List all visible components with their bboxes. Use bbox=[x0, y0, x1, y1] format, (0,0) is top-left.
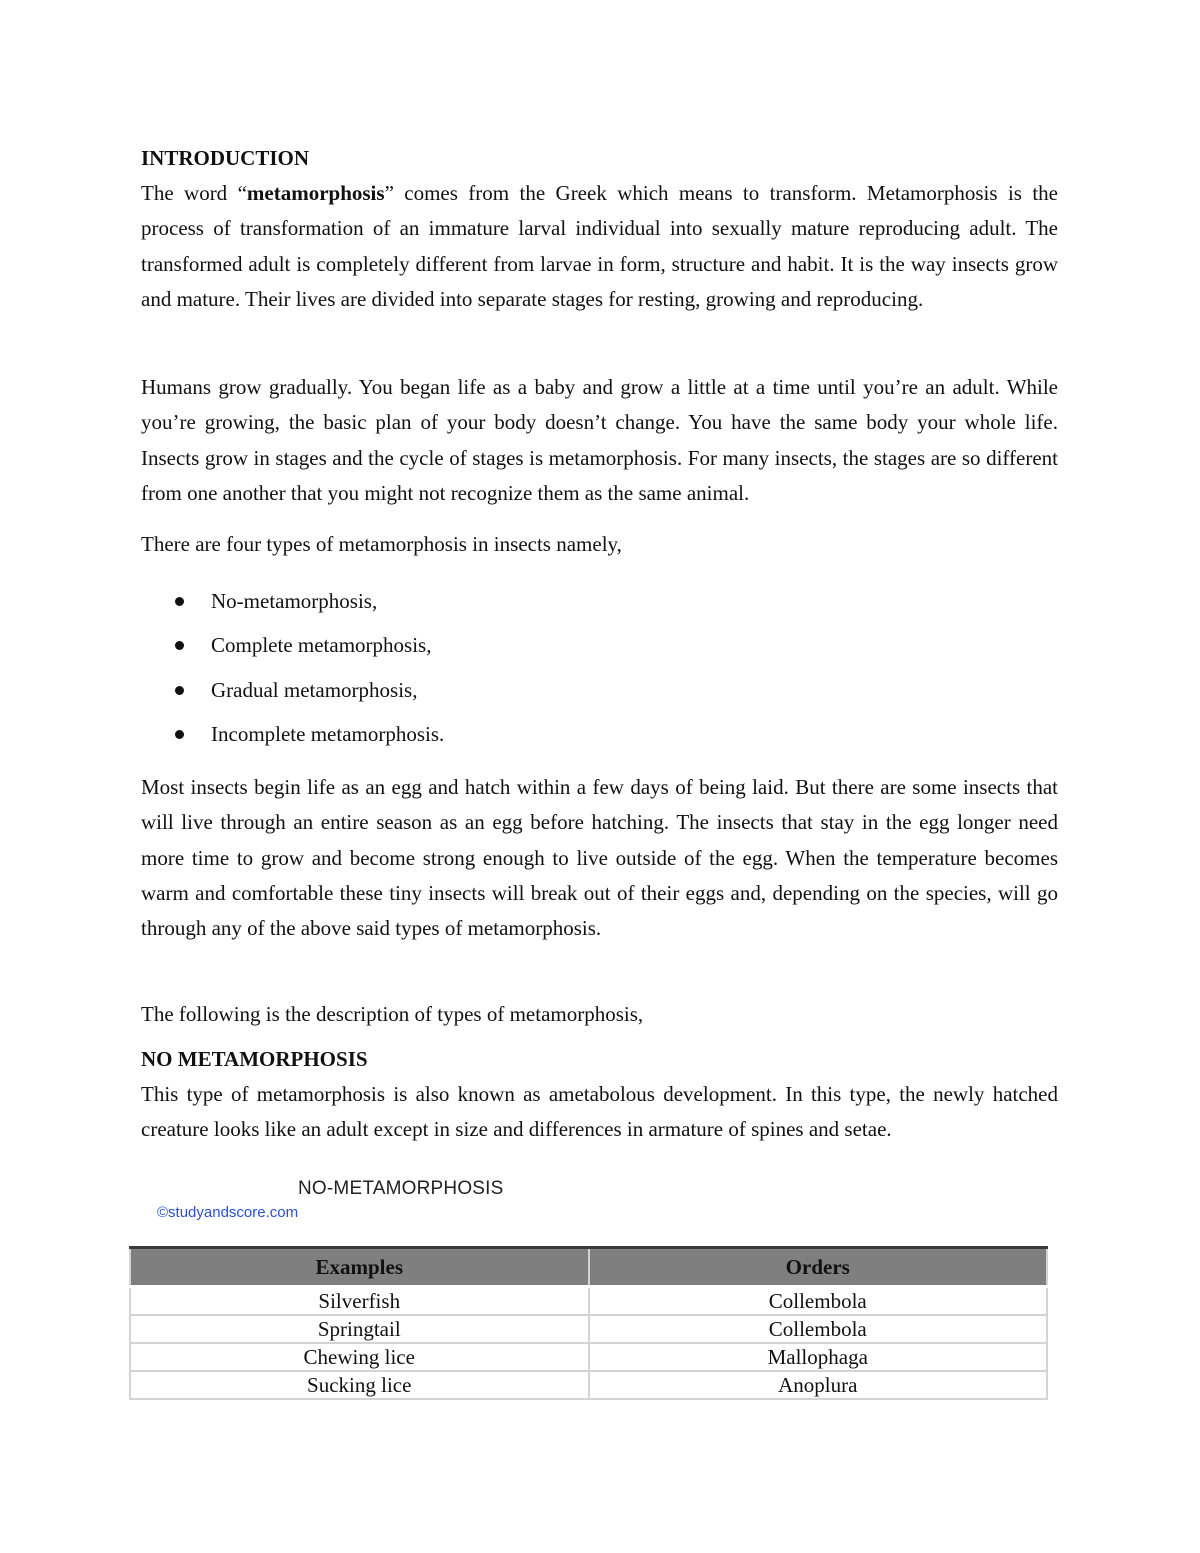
table-header-orders: Orders bbox=[589, 1248, 1048, 1287]
list-item-label: Incomplete metamorphosis. bbox=[211, 721, 445, 746]
table-row bbox=[130, 1371, 1047, 1399]
table-cell: Collembola bbox=[589, 1315, 1048, 1343]
list-item bbox=[171, 628, 444, 672]
table-cell: Springtail bbox=[130, 1315, 589, 1343]
figure-title: NO-METAMORPHOSIS bbox=[298, 1178, 504, 1199]
bullet-icon bbox=[175, 597, 184, 606]
bullet-icon bbox=[175, 641, 184, 650]
table-cell: Silverfish bbox=[130, 1287, 589, 1316]
metamorphosis-term: metamorphosis bbox=[246, 181, 385, 205]
table-header-examples: Examples bbox=[130, 1248, 589, 1287]
no-metamorphosis-heading: NO METAMORPHOSIS bbox=[141, 1047, 368, 1071]
eggs-paragraph: Most insects begin life as an egg and hatch within a few days of being laid. But there are some insects that will live through an entire season as an egg before hatching. The insects that stay in the egg longer need more time to grow and become strong enough to live outside of the egg. When the temperature becomes warm and comfortable these tiny insects will break out of their eggs and, depending on the species, will go through any of the above said types of metamorphosis. bbox=[141, 775, 1058, 941]
table-cell: Collembola bbox=[589, 1287, 1048, 1316]
table-row bbox=[130, 1315, 1047, 1343]
table-cell: Anoplura bbox=[589, 1371, 1048, 1399]
table-header-row bbox=[130, 1248, 1047, 1287]
intro-p1-after: ” comes from the Greek which means to transform. Metamorphosis is the process of transformation of an immature larval individual into sexually mature reproducing adult. The transformed adult is completely different from larvae in form, structure and habit. It is the way insects grow and mature. Their lives are divided into separate stages for resting, growing and reproducing. bbox=[141, 181, 1058, 311]
examples-orders-table bbox=[129, 1246, 1048, 1400]
following-paragraph: The following is the description of types of metamorphosis, bbox=[141, 1002, 644, 1026]
types-list bbox=[171, 584, 444, 761]
list-item bbox=[171, 584, 444, 628]
no-metamorphosis-paragraph: This type of metamorphosis is also known as ametabolous development. In this type, the newly hatched creature looks like an adult except in size and differences in armature of spines and setae. bbox=[141, 1082, 1058, 1142]
list-item bbox=[171, 717, 444, 761]
list-item-label: Gradual metamorphosis, bbox=[211, 677, 418, 702]
list-item bbox=[171, 673, 444, 717]
table-cell: Mallophaga bbox=[589, 1343, 1048, 1371]
figure-credit: ©studyandscore.com bbox=[157, 1204, 299, 1221]
list-item-label: No-metamorphosis, bbox=[211, 589, 378, 613]
types-intro-paragraph: There are four types of metamorphosis in insects namely, bbox=[141, 532, 622, 556]
bullet-icon bbox=[175, 730, 184, 739]
table-row bbox=[130, 1287, 1047, 1316]
intro-p1-before: The word “ bbox=[141, 181, 247, 205]
table-cell: Sucking lice bbox=[130, 1371, 589, 1399]
bullet-icon bbox=[175, 686, 184, 695]
intro-paragraph-2: Humans grow gradually. You began life as a baby and grow a little at a time until you’re an adult. While you’re growing, the basic plan of your body doesn’t change. You have the same body your whole life. Insects grow in stages and the cycle of stages is metamorphosis. For many insects, the stages are so different from one another that you might not recognize them as the same animal. bbox=[141, 375, 1058, 505]
table-row bbox=[130, 1343, 1047, 1371]
table-cell: Chewing lice bbox=[130, 1343, 589, 1371]
introduction-heading: INTRODUCTION bbox=[141, 146, 310, 170]
intro-paragraph-1 bbox=[141, 176, 1058, 317]
list-item-label: Complete metamorphosis, bbox=[211, 633, 432, 658]
